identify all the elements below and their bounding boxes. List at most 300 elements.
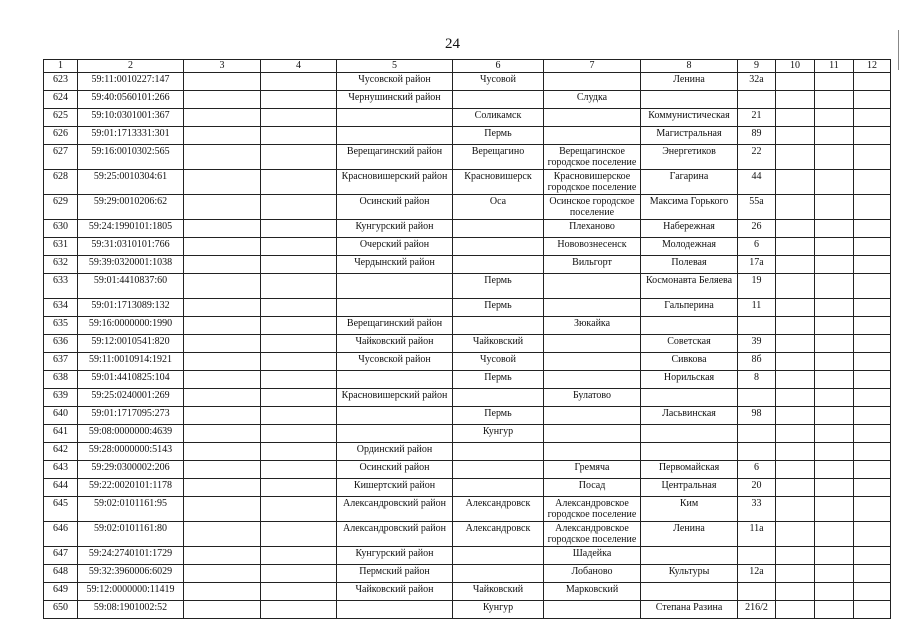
cell-col-4 bbox=[261, 583, 337, 601]
cell-col-3 bbox=[184, 73, 261, 91]
cell-row-number: 634 bbox=[44, 299, 78, 317]
cell-row-number: 650 bbox=[44, 601, 78, 619]
cell-col-4 bbox=[261, 479, 337, 497]
cell-cadastral-number: 59:02:0101161:80 bbox=[78, 522, 184, 547]
cell-cadastral-number: 59:11:0010227:147 bbox=[78, 73, 184, 91]
column-header-1: 1 bbox=[44, 60, 78, 73]
cell-city bbox=[453, 91, 544, 109]
cell-col-4 bbox=[261, 461, 337, 479]
cell-col-11 bbox=[815, 547, 854, 565]
cell-district: Кунгурский район bbox=[337, 547, 453, 565]
cell-col-11 bbox=[815, 109, 854, 127]
cell-city: Кунгур bbox=[453, 425, 544, 443]
cell-city: Соликамск bbox=[453, 109, 544, 127]
cell-house-number bbox=[738, 425, 776, 443]
column-header-9: 9 bbox=[738, 60, 776, 73]
cell-district: Чусовской район bbox=[337, 353, 453, 371]
cell-city bbox=[453, 389, 544, 407]
registry-table-container bbox=[43, 59, 890, 619]
cell-col-3 bbox=[184, 443, 261, 461]
cell-street bbox=[641, 547, 738, 565]
cell-city bbox=[453, 220, 544, 238]
table-row bbox=[44, 299, 891, 317]
cell-row-number: 630 bbox=[44, 220, 78, 238]
cell-cadastral-number: 59:31:0310101:766 bbox=[78, 238, 184, 256]
cell-city bbox=[453, 547, 544, 565]
cell-settlement bbox=[544, 353, 641, 371]
cell-district: Верещагинский район bbox=[337, 317, 453, 335]
cell-col-12 bbox=[854, 127, 891, 145]
cell-house-number: 20 bbox=[738, 479, 776, 497]
cell-house-number: 32а bbox=[738, 73, 776, 91]
cell-street: Энергетиков bbox=[641, 145, 738, 170]
table-row bbox=[44, 479, 891, 497]
cell-street: Гагарина bbox=[641, 170, 738, 195]
cell-col-12 bbox=[854, 583, 891, 601]
cell-cadastral-number: 59:40:0560101:266 bbox=[78, 91, 184, 109]
cell-settlement bbox=[544, 425, 641, 443]
cell-settlement bbox=[544, 299, 641, 317]
cell-col-4 bbox=[261, 601, 337, 619]
table-row bbox=[44, 127, 891, 145]
cell-cadastral-number: 59:08:1901002:52 bbox=[78, 601, 184, 619]
cell-street bbox=[641, 425, 738, 443]
cell-col-10 bbox=[776, 256, 815, 274]
cell-col-10 bbox=[776, 565, 815, 583]
cell-col-10 bbox=[776, 145, 815, 170]
table-row bbox=[44, 497, 891, 522]
cell-district bbox=[337, 127, 453, 145]
cell-col-3 bbox=[184, 547, 261, 565]
cell-col-11 bbox=[815, 443, 854, 461]
cell-settlement: Плеханово bbox=[544, 220, 641, 238]
cell-cadastral-number: 59:02:0101161:95 bbox=[78, 497, 184, 522]
cell-col-11 bbox=[815, 565, 854, 583]
cell-cadastral-number: 59:39:0320001:1038 bbox=[78, 256, 184, 274]
cell-col-3 bbox=[184, 497, 261, 522]
table-row bbox=[44, 565, 891, 583]
cell-district bbox=[337, 407, 453, 425]
cell-street: Магистральная bbox=[641, 127, 738, 145]
cell-house-number: 216/2 bbox=[738, 601, 776, 619]
cell-district: Чайковский район bbox=[337, 583, 453, 601]
cell-col-4 bbox=[261, 91, 337, 109]
cell-city: Верещагино bbox=[453, 145, 544, 170]
cell-col-3 bbox=[184, 109, 261, 127]
cell-cadastral-number: 59:01:4410837:60 bbox=[78, 274, 184, 299]
table-row bbox=[44, 353, 891, 371]
cell-street: Полевая bbox=[641, 256, 738, 274]
cell-col-12 bbox=[854, 145, 891, 170]
cell-row-number: 628 bbox=[44, 170, 78, 195]
cell-col-4 bbox=[261, 145, 337, 170]
cell-col-10 bbox=[776, 274, 815, 299]
cell-col-12 bbox=[854, 461, 891, 479]
cell-col-12 bbox=[854, 565, 891, 583]
cell-cadastral-number: 59:25:0240001:269 bbox=[78, 389, 184, 407]
table-row bbox=[44, 109, 891, 127]
cell-house-number: 55а bbox=[738, 195, 776, 220]
cell-col-11 bbox=[815, 389, 854, 407]
cell-row-number: 639 bbox=[44, 389, 78, 407]
cell-city: Пермь bbox=[453, 371, 544, 389]
cell-district: Пермский район bbox=[337, 565, 453, 583]
cell-district: Чернушинский район bbox=[337, 91, 453, 109]
cell-street: Максима Горького bbox=[641, 195, 738, 220]
cell-col-3 bbox=[184, 407, 261, 425]
cell-street: Ленина bbox=[641, 73, 738, 91]
cell-street: Центральная bbox=[641, 479, 738, 497]
cell-col-4 bbox=[261, 73, 337, 91]
cell-district bbox=[337, 274, 453, 299]
cell-row-number: 627 bbox=[44, 145, 78, 170]
cell-col-11 bbox=[815, 145, 854, 170]
table-row bbox=[44, 583, 891, 601]
cell-col-4 bbox=[261, 522, 337, 547]
cell-settlement bbox=[544, 274, 641, 299]
cell-house-number: 19 bbox=[738, 274, 776, 299]
cell-col-10 bbox=[776, 425, 815, 443]
cell-col-3 bbox=[184, 274, 261, 299]
cell-col-12 bbox=[854, 522, 891, 547]
table-row bbox=[44, 335, 891, 353]
cell-col-3 bbox=[184, 565, 261, 583]
cell-col-10 bbox=[776, 407, 815, 425]
cell-street: Норильская bbox=[641, 371, 738, 389]
cell-settlement: Александровское городское поселение bbox=[544, 497, 641, 522]
cell-col-11 bbox=[815, 479, 854, 497]
cell-col-11 bbox=[815, 256, 854, 274]
cell-col-10 bbox=[776, 497, 815, 522]
cell-col-10 bbox=[776, 109, 815, 127]
cell-settlement: Нововознесенск bbox=[544, 238, 641, 256]
cell-col-4 bbox=[261, 220, 337, 238]
cell-street: Ким bbox=[641, 497, 738, 522]
cell-col-12 bbox=[854, 238, 891, 256]
cell-col-3 bbox=[184, 601, 261, 619]
cell-street bbox=[641, 389, 738, 407]
cell-city: Оса bbox=[453, 195, 544, 220]
column-header-10: 10 bbox=[776, 60, 815, 73]
cell-street: Гальперина bbox=[641, 299, 738, 317]
cell-house-number: 12а bbox=[738, 565, 776, 583]
cell-settlement bbox=[544, 407, 641, 425]
cell-city: Александровск bbox=[453, 522, 544, 547]
cell-district: Кишертский район bbox=[337, 479, 453, 497]
table-row bbox=[44, 256, 891, 274]
registry-table bbox=[43, 59, 891, 619]
cell-col-12 bbox=[854, 220, 891, 238]
cell-district: Александровский район bbox=[337, 522, 453, 547]
cell-street: Степана Разина bbox=[641, 601, 738, 619]
cell-col-10 bbox=[776, 389, 815, 407]
cell-col-4 bbox=[261, 238, 337, 256]
cell-col-11 bbox=[815, 170, 854, 195]
cell-cadastral-number: 59:12:0000000:11419 bbox=[78, 583, 184, 601]
cell-settlement: Осинское городское поселение bbox=[544, 195, 641, 220]
cell-row-number: 645 bbox=[44, 497, 78, 522]
cell-col-11 bbox=[815, 73, 854, 91]
cell-settlement bbox=[544, 109, 641, 127]
cell-settlement: Вильгорт bbox=[544, 256, 641, 274]
cell-row-number: 631 bbox=[44, 238, 78, 256]
column-header-8: 8 bbox=[641, 60, 738, 73]
cell-street: Сивкова bbox=[641, 353, 738, 371]
cell-row-number: 643 bbox=[44, 461, 78, 479]
cell-district: Красновишерский район bbox=[337, 389, 453, 407]
cell-row-number: 637 bbox=[44, 353, 78, 371]
column-header-4: 4 bbox=[261, 60, 337, 73]
cell-street bbox=[641, 317, 738, 335]
column-header-5: 5 bbox=[337, 60, 453, 73]
cell-col-10 bbox=[776, 73, 815, 91]
cell-house-number: 6 bbox=[738, 238, 776, 256]
cell-house-number: 33 bbox=[738, 497, 776, 522]
cell-street: Молодежная bbox=[641, 238, 738, 256]
cell-col-4 bbox=[261, 256, 337, 274]
cell-city: Чайковский bbox=[453, 335, 544, 353]
cell-city: Чайковский bbox=[453, 583, 544, 601]
cell-settlement: Булатово bbox=[544, 389, 641, 407]
cell-district: Верещагинский район bbox=[337, 145, 453, 170]
cell-settlement: Верещагинское городское поселение bbox=[544, 145, 641, 170]
cell-col-4 bbox=[261, 389, 337, 407]
cell-district: Александровский район bbox=[337, 497, 453, 522]
cell-house-number: 44 bbox=[738, 170, 776, 195]
cell-row-number: 623 bbox=[44, 73, 78, 91]
cell-col-10 bbox=[776, 443, 815, 461]
cell-col-12 bbox=[854, 601, 891, 619]
cell-settlement: Шадейка bbox=[544, 547, 641, 565]
cell-col-3 bbox=[184, 353, 261, 371]
cell-col-11 bbox=[815, 601, 854, 619]
table-row bbox=[44, 145, 891, 170]
cell-col-3 bbox=[184, 127, 261, 145]
column-header-7: 7 bbox=[544, 60, 641, 73]
cell-cadastral-number: 59:29:0300002:206 bbox=[78, 461, 184, 479]
cell-col-11 bbox=[815, 353, 854, 371]
cell-col-10 bbox=[776, 91, 815, 109]
cell-col-10 bbox=[776, 547, 815, 565]
cell-col-11 bbox=[815, 335, 854, 353]
cell-cadastral-number: 59:22:0020101:1178 bbox=[78, 479, 184, 497]
cell-col-11 bbox=[815, 497, 854, 522]
table-row bbox=[44, 443, 891, 461]
cell-col-12 bbox=[854, 195, 891, 220]
cell-col-4 bbox=[261, 443, 337, 461]
cell-cadastral-number: 59:11:0010914:1921 bbox=[78, 353, 184, 371]
cell-street: Космонавта Беляева bbox=[641, 274, 738, 299]
cell-house-number: 21 bbox=[738, 109, 776, 127]
table-row bbox=[44, 407, 891, 425]
cell-col-4 bbox=[261, 547, 337, 565]
cell-street: Набережная bbox=[641, 220, 738, 238]
cell-col-3 bbox=[184, 583, 261, 601]
cell-cadastral-number: 59:10:0301001:367 bbox=[78, 109, 184, 127]
cell-city: Кунгур bbox=[453, 601, 544, 619]
cell-row-number: 638 bbox=[44, 371, 78, 389]
cell-settlement bbox=[544, 601, 641, 619]
cell-city bbox=[453, 479, 544, 497]
cell-col-10 bbox=[776, 479, 815, 497]
cell-col-3 bbox=[184, 335, 261, 353]
cell-cadastral-number: 59:32:3960006:6029 bbox=[78, 565, 184, 583]
cell-cadastral-number: 59:01:1717095:273 bbox=[78, 407, 184, 425]
cell-house-number bbox=[738, 317, 776, 335]
cell-col-4 bbox=[261, 195, 337, 220]
cell-col-12 bbox=[854, 73, 891, 91]
cell-street: Ленина bbox=[641, 522, 738, 547]
cell-col-11 bbox=[815, 220, 854, 238]
cell-col-11 bbox=[815, 299, 854, 317]
cell-col-12 bbox=[854, 299, 891, 317]
cell-col-4 bbox=[261, 497, 337, 522]
cell-house-number: 98 bbox=[738, 407, 776, 425]
cell-col-11 bbox=[815, 317, 854, 335]
cell-col-12 bbox=[854, 274, 891, 299]
cell-settlement: Зюкайка bbox=[544, 317, 641, 335]
cell-house-number: 17а bbox=[738, 256, 776, 274]
cell-col-11 bbox=[815, 461, 854, 479]
cell-row-number: 648 bbox=[44, 565, 78, 583]
cell-col-10 bbox=[776, 238, 815, 256]
cell-col-3 bbox=[184, 389, 261, 407]
cell-house-number: 8б bbox=[738, 353, 776, 371]
cell-settlement: Красновишерское городское поселение bbox=[544, 170, 641, 195]
cell-col-3 bbox=[184, 317, 261, 335]
cell-col-12 bbox=[854, 371, 891, 389]
cell-city bbox=[453, 256, 544, 274]
table-row bbox=[44, 547, 891, 565]
cell-settlement: Гремяча bbox=[544, 461, 641, 479]
cell-city bbox=[453, 565, 544, 583]
cell-settlement bbox=[544, 127, 641, 145]
cell-col-11 bbox=[815, 522, 854, 547]
cell-col-12 bbox=[854, 91, 891, 109]
cell-city bbox=[453, 238, 544, 256]
cell-col-3 bbox=[184, 299, 261, 317]
cell-settlement bbox=[544, 73, 641, 91]
cell-row-number: 640 bbox=[44, 407, 78, 425]
cell-col-10 bbox=[776, 220, 815, 238]
cell-settlement: Посад bbox=[544, 479, 641, 497]
table-row bbox=[44, 601, 891, 619]
cell-house-number: 6 bbox=[738, 461, 776, 479]
cell-cadastral-number: 59:12:0010541:820 bbox=[78, 335, 184, 353]
cell-street bbox=[641, 91, 738, 109]
cell-col-4 bbox=[261, 407, 337, 425]
cell-col-11 bbox=[815, 195, 854, 220]
cell-col-11 bbox=[815, 238, 854, 256]
cell-house-number: 11 bbox=[738, 299, 776, 317]
column-header-3: 3 bbox=[184, 60, 261, 73]
cell-district bbox=[337, 601, 453, 619]
cell-col-3 bbox=[184, 479, 261, 497]
cell-city: Чусовой bbox=[453, 73, 544, 91]
cell-col-11 bbox=[815, 127, 854, 145]
cell-col-11 bbox=[815, 425, 854, 443]
cell-street: Ласьвинская bbox=[641, 407, 738, 425]
cell-col-10 bbox=[776, 127, 815, 145]
cell-col-4 bbox=[261, 170, 337, 195]
cell-row-number: 635 bbox=[44, 317, 78, 335]
cell-col-10 bbox=[776, 299, 815, 317]
cell-col-3 bbox=[184, 256, 261, 274]
cell-row-number: 647 bbox=[44, 547, 78, 565]
cell-row-number: 636 bbox=[44, 335, 78, 353]
cell-col-4 bbox=[261, 565, 337, 583]
cell-city: Пермь bbox=[453, 274, 544, 299]
cell-col-12 bbox=[854, 335, 891, 353]
cell-district: Чусовской район bbox=[337, 73, 453, 91]
cell-street: Советская bbox=[641, 335, 738, 353]
cell-col-3 bbox=[184, 371, 261, 389]
cell-col-12 bbox=[854, 479, 891, 497]
cell-col-3 bbox=[184, 461, 261, 479]
cell-row-number: 629 bbox=[44, 195, 78, 220]
cell-row-number: 626 bbox=[44, 127, 78, 145]
table-row bbox=[44, 522, 891, 547]
cell-city: Александровск bbox=[453, 497, 544, 522]
cell-street bbox=[641, 443, 738, 461]
cell-row-number: 642 bbox=[44, 443, 78, 461]
cell-col-4 bbox=[261, 371, 337, 389]
cell-col-4 bbox=[261, 425, 337, 443]
table-body bbox=[44, 73, 891, 619]
cell-col-10 bbox=[776, 601, 815, 619]
cell-cadastral-number: 59:01:4410825:104 bbox=[78, 371, 184, 389]
cell-cadastral-number: 59:01:1713331:301 bbox=[78, 127, 184, 145]
cell-cadastral-number: 59:01:1713089:132 bbox=[78, 299, 184, 317]
cell-col-3 bbox=[184, 220, 261, 238]
column-header-2: 2 bbox=[78, 60, 184, 73]
cell-col-10 bbox=[776, 583, 815, 601]
cell-district: Очерский район bbox=[337, 238, 453, 256]
cell-house-number: 26 bbox=[738, 220, 776, 238]
cell-cadastral-number: 59:16:0000000:1990 bbox=[78, 317, 184, 335]
cell-city: Чусовой bbox=[453, 353, 544, 371]
cell-city: Пермь bbox=[453, 127, 544, 145]
cell-col-4 bbox=[261, 353, 337, 371]
cell-col-3 bbox=[184, 522, 261, 547]
cell-col-4 bbox=[261, 274, 337, 299]
cell-district: Чердынский район bbox=[337, 256, 453, 274]
page-number: 24 bbox=[445, 36, 460, 52]
cell-col-11 bbox=[815, 371, 854, 389]
cell-col-10 bbox=[776, 335, 815, 353]
table-row bbox=[44, 195, 891, 220]
cell-col-11 bbox=[815, 407, 854, 425]
cell-house-number bbox=[738, 443, 776, 461]
table-row bbox=[44, 91, 891, 109]
cell-col-12 bbox=[854, 170, 891, 195]
cell-city: Пермь bbox=[453, 407, 544, 425]
cell-col-12 bbox=[854, 256, 891, 274]
column-header-12: 12 bbox=[854, 60, 891, 73]
scan-margin-mark bbox=[898, 30, 899, 70]
cell-house-number: 39 bbox=[738, 335, 776, 353]
table-row bbox=[44, 274, 891, 299]
cell-col-4 bbox=[261, 317, 337, 335]
cell-settlement: Марковский bbox=[544, 583, 641, 601]
cell-cadastral-number: 59:16:0010302:565 bbox=[78, 145, 184, 170]
cell-col-12 bbox=[854, 407, 891, 425]
cell-house-number bbox=[738, 91, 776, 109]
cell-district: Осинский район bbox=[337, 195, 453, 220]
cell-row-number: 649 bbox=[44, 583, 78, 601]
cell-col-12 bbox=[854, 317, 891, 335]
cell-settlement bbox=[544, 371, 641, 389]
